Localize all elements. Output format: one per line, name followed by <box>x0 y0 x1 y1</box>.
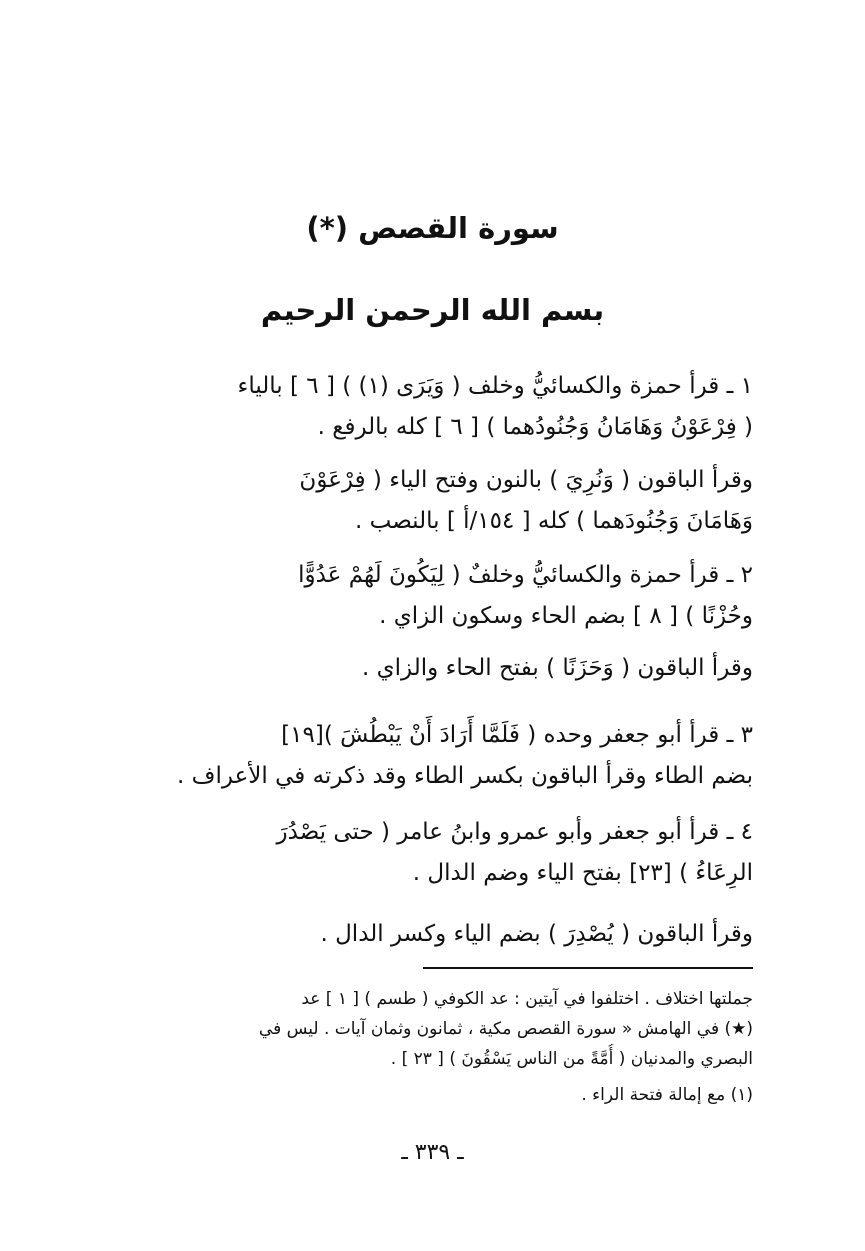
paragraph-line: ١ ـ قرأ حمزة والكسائيُّ وخلف ( وَيَرَى (١) ) [ ٦ ] بالياء <box>237 373 753 399</box>
paragraph-line: وحُزْنًا ) [ ٨ ] بضم الحاء وسكون الزاي . <box>379 603 753 629</box>
paragraph-1 <box>111 366 753 448</box>
paragraph-line: ٢ ـ قرأ حمزة والكسائيُّ وخلفٌ ( لِيَكُونَ لَهُمْ عَدُوًّا <box>298 562 753 588</box>
paragraph-7 <box>111 914 753 955</box>
paragraph-line: ٤ ـ قرأ أبو جعفر وأبو عمرو وابنُ عامر ( حتى يَصْدُرَ <box>276 819 753 845</box>
paragraph-line: وقرأ الباقون ( يُصْدِرَ ) بضم الياء وكسر الدال . <box>320 921 753 947</box>
paragraph-line: ٣ ـ قرأ أبو جعفر وحده ( فَلَمَّا أَرَادَ أَنْ يَبْطُشَ )[١٩] <box>281 722 753 748</box>
paragraph-line: وقرأ الباقون ( وَنُرِيَ ) بالنون وفتح الياء ( فِرْعَوْنَ <box>299 467 753 493</box>
paragraph-3 <box>111 555 753 637</box>
surah-title: سورة القصص (*) <box>306 211 559 245</box>
basmala: بسم الله الرحمن الرحيم <box>260 293 605 327</box>
footnote-1 <box>108 1080 753 1110</box>
paragraph-line: الرِعَاءُ ) [٢٣] بفتح الياء وضم الدال . <box>412 860 753 886</box>
paragraph-line: وقرأ الباقون ( وَحَزَنًا ) بفتح الحاء والزاي . <box>362 655 753 681</box>
paragraph-6 <box>111 812 753 894</box>
paragraph-4 <box>111 648 753 689</box>
footnote-line: (١) مع إمالة فتحة الراء . <box>581 1085 753 1105</box>
footnote-line: البصري والمدنيان ( أُمَّةً من الناس يَسْقُونَ ) [ ٢٣ ] . <box>390 1049 753 1069</box>
footnote-line: (★) في الهامش « سورة القصص مكية ، ثمانون وثمان آيات . ليس في <box>258 1019 753 1039</box>
footnote-divider <box>423 967 753 969</box>
paragraph-line: بضم الطاء وقرأ الباقون بكسر الطاء وقد ذكرته في الأعراف . <box>177 763 753 789</box>
paragraph-5 <box>111 715 753 797</box>
footnote-line: جملتها اختلاف . اختلفوا في آيتين : عد الكوفي ( طسم ) [ ١ ] عد <box>301 989 753 1009</box>
paragraph-2 <box>111 460 753 542</box>
footnote-star <box>108 984 753 1074</box>
paragraph-line: وَهَامَانَ وَجُنُودَهما ) كله [ ١٥٤/أ ] بالنصب . <box>355 508 753 534</box>
paragraph-line: ( فِرْعَوْنُ وَهَامَانُ وَجُنُودُهما ) [ ٦ ] كله بالرفع . <box>317 414 753 440</box>
page-number: ـ ٣٣٩ ـ <box>401 1140 464 1165</box>
